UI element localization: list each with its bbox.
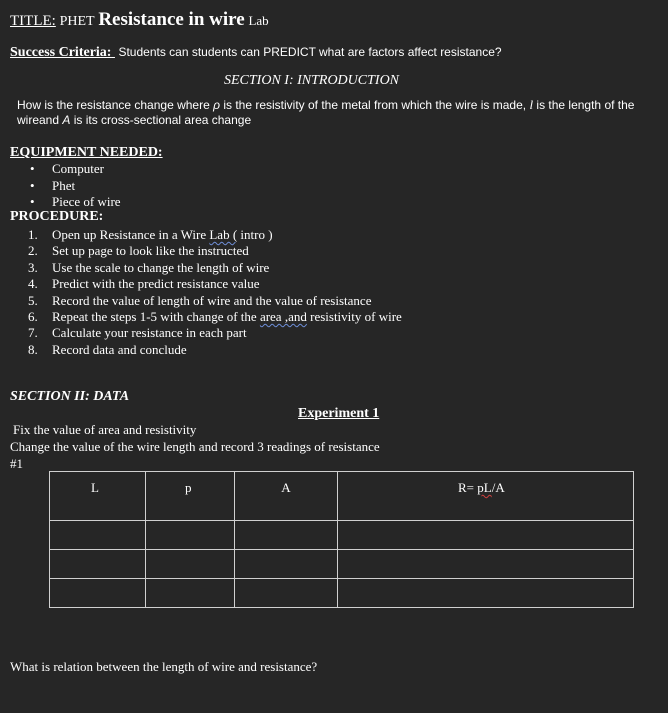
table-cell[interactable] [50, 521, 146, 550]
intro-text [17, 97, 657, 128]
title-line [10, 9, 269, 31]
list-item: 2. Set up page to look like the instructed [28, 243, 249, 259]
intro-part3: is the length of the wireand [17, 98, 635, 127]
list-item: • Computer [30, 161, 121, 178]
table-cell[interactable] [235, 579, 338, 608]
list-item: 1. Open up Resistance in a Wire Lab ( intro ) [28, 227, 273, 242]
success-criteria-line [10, 45, 502, 61]
fix-values-line: Fix the value of area and resistivity [13, 422, 197, 437]
list-item: 5. Record the value of length of wire and the value of resistance [28, 292, 372, 308]
title-suffix: Lab [248, 13, 269, 28]
table-row [50, 579, 634, 608]
equipment-heading: EQUIPMENT NEEDED: [10, 145, 163, 160]
intro-part2: is the resistivity of the metal from which the wire is made, [219, 98, 530, 112]
table-row [50, 550, 634, 579]
header-area: A [235, 472, 338, 521]
equipment-list [30, 161, 121, 211]
section1-heading: SECTION I: INTRODUCTION [224, 73, 400, 88]
table-cell[interactable] [50, 579, 146, 608]
area-and-text: area ,and [259, 308, 307, 324]
question-text: What is relation between the length of wire and resistance? [10, 659, 318, 674]
header-resistance: R= pL/A [338, 472, 634, 521]
length-symbol: l [529, 97, 534, 112]
procedure-heading: PROCEDURE: [10, 209, 104, 224]
table-cell[interactable] [146, 521, 235, 550]
title-prefix: PHET [59, 14, 95, 29]
procedure-list [28, 227, 402, 358]
table-cell[interactable] [235, 550, 338, 579]
intro-part4: is its cross-sectional area change [70, 113, 252, 127]
area-symbol: A [62, 113, 71, 127]
section2-heading: SECTION II: DATA [10, 389, 130, 404]
list-item: 4. Predict with the predict resistance value [28, 276, 260, 292]
list-item: 7. Calculate your resistance in each part [28, 325, 247, 341]
success-criteria-text: Students can students can PREDICT what are factors affect resistance? [118, 45, 502, 59]
list-item: 8. Record data and conclude [28, 341, 187, 357]
table-cell[interactable] [338, 521, 634, 550]
data-table [49, 471, 634, 608]
table-cell[interactable] [235, 521, 338, 550]
reading-number: #1 [10, 456, 23, 471]
title-main: Resistance in wire [98, 9, 245, 30]
lab-link-text: Lab ( [209, 227, 238, 242]
change-length-line: Change the value of the wire length and record 3 readings of resistance [10, 439, 380, 454]
table-cell[interactable] [50, 550, 146, 579]
list-item: • Phet [30, 178, 121, 195]
table-cell[interactable] [146, 579, 235, 608]
table-row [50, 521, 634, 550]
header-length: L [50, 472, 146, 521]
table-header-row [50, 472, 634, 521]
list-item: 6. Repeat the steps 1-5 with change of the area ,and resistivity of wire [28, 308, 402, 324]
list-item: 3. Use the scale to change the length of wire [28, 259, 270, 275]
header-resistivity: p [146, 472, 235, 521]
rho-symbol: ρ [213, 98, 220, 112]
table-cell[interactable] [146, 550, 235, 579]
experiment-heading: Experiment 1 [298, 406, 380, 421]
table-cell[interactable] [338, 579, 634, 608]
success-criteria-label: Success Criteria: [10, 45, 112, 60]
list-item: • Piece of wire [30, 194, 121, 211]
intro-part1: How is the resistance change where [17, 98, 214, 112]
title-label: TITLE: [10, 13, 56, 29]
table-cell[interactable] [338, 550, 634, 579]
